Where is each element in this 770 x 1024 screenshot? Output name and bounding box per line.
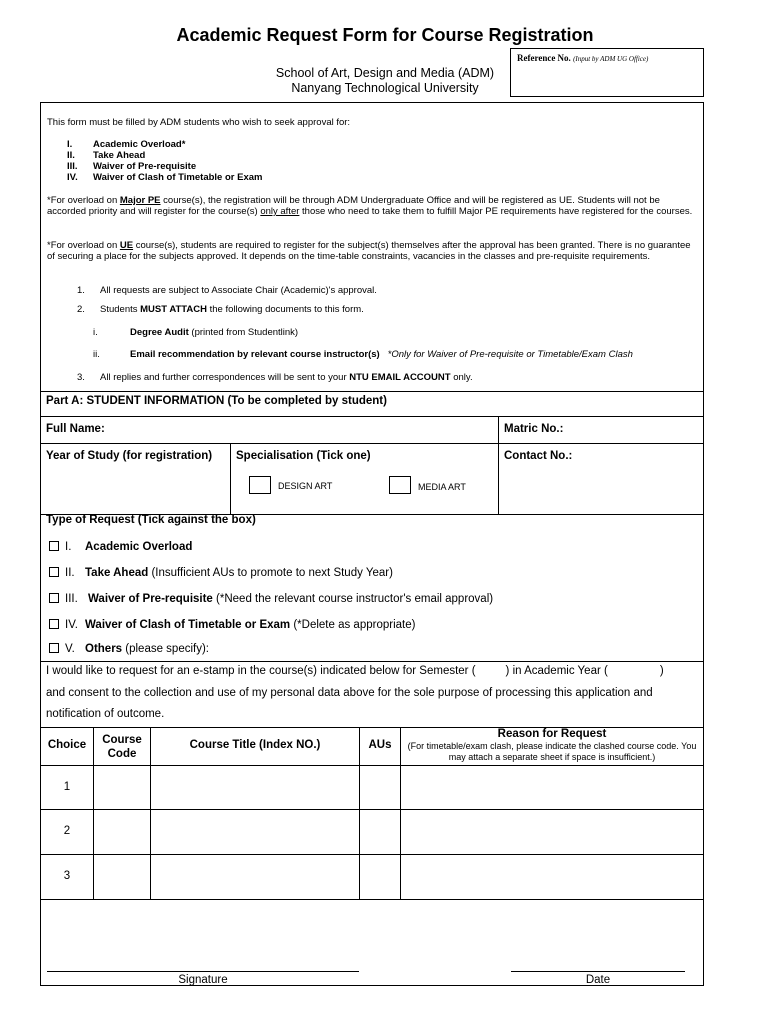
intro-text: This form must be filled by ADM students who wish to seek approval for: bbox=[47, 117, 351, 128]
request-option-prereq-waiver[interactable]: III. Waiver of Pre-requisite (*Need the relevant course instructor's email approval) bbox=[49, 593, 493, 605]
approval-item: I. Academic Overload* bbox=[67, 139, 186, 150]
form-title: Academic Request Form for Course Registration bbox=[176, 25, 594, 45]
approval-item: II. Take Ahead bbox=[67, 150, 146, 161]
form-frame bbox=[40, 102, 704, 986]
rule-2i: i. Degree Audit (printed from Studentlink) bbox=[93, 327, 299, 338]
col-choice: Choice bbox=[47, 739, 87, 751]
row-choice-number: 3 bbox=[63, 870, 71, 882]
note-major-pe: *For overload on Major PE course(s), the registration will be through ADM Undergraduate Office and will be registered as UE. Students will not be accorded priority and will register for the course(s) only after those who need to take them to fulfill Major PE requirements have registered for the courses. bbox=[47, 195, 693, 217]
col-course-title: Course Title (Index NO.) bbox=[189, 739, 321, 751]
matric-field[interactable] bbox=[499, 417, 702, 442]
design-art-label: DESIGN ART bbox=[278, 481, 333, 491]
approval-item: IV. Waiver of Clash of Timetable or Exam bbox=[67, 172, 263, 183]
col-course-code: Course Code bbox=[102, 734, 142, 760]
rule-2ii: ii. Email recommendation by relevant course instructor(s) *Only for Waiver of Pre-requisite or Timetable/Exam Clash bbox=[93, 349, 633, 360]
request-option-others[interactable]: V. Others (please specify): bbox=[49, 643, 209, 655]
checkbox[interactable] bbox=[49, 619, 59, 629]
date-line[interactable] bbox=[511, 971, 685, 972]
reference-label-text: Reference No. bbox=[517, 53, 571, 63]
checkbox[interactable] bbox=[49, 541, 59, 551]
media-art-label: MEDIA ART bbox=[418, 482, 466, 492]
checkbox[interactable] bbox=[49, 567, 59, 577]
row-choice-number: 1 bbox=[63, 781, 71, 793]
contact-label: Contact No.: bbox=[504, 450, 573, 462]
part-a-heading: Part A: STUDENT INFORMATION (To be completed by student) bbox=[46, 395, 387, 407]
signature-label: Signature bbox=[178, 974, 228, 986]
request-type-heading: Type of Request (Tick against the box) bbox=[46, 514, 256, 526]
col-reason-note: (For timetable/exam clash, please indicate the clashed course code. You may attach a separate sheet if space is insufficient.) bbox=[407, 741, 697, 762]
estamp-line-1: I would like to request for an e-stamp in the course(s) indicated below for Semester ( ) in Academic Year ( ) bbox=[46, 665, 664, 677]
year-of-study-label: Year of Study (for registration) bbox=[46, 450, 213, 462]
year-of-study-field[interactable] bbox=[42, 468, 228, 513]
col-aus: AUs bbox=[368, 739, 392, 751]
rule-3: 3. All replies and further correspondences will be sent to your NTU EMAIL ACCOUNT only. bbox=[77, 372, 473, 383]
media-art-checkbox[interactable] bbox=[389, 476, 411, 494]
school-block bbox=[230, 66, 540, 96]
matric-label: Matric No.: bbox=[504, 423, 564, 435]
full-name-field[interactable] bbox=[42, 417, 498, 442]
date-label: Date bbox=[585, 974, 611, 986]
reference-label bbox=[517, 53, 648, 63]
rule-1: 1. All requests are subject to Associate Chair (Academic)'s approval. bbox=[77, 285, 377, 296]
rule-2: 2. Students MUST ATTACH the following documents to this form. bbox=[77, 304, 364, 315]
estamp-line-3: notification of outcome. bbox=[46, 708, 165, 720]
note-ue: *For overload on UE course(s), students are required to register for the subject(s) themselves after the approval has been granted. There is no guarantee of securing a place for the subjects approved. It depends on the time-table constraints, vacancies in the classes and pre-requisite requirements. bbox=[47, 240, 691, 262]
design-art-checkbox[interactable] bbox=[249, 476, 271, 494]
full-name-label: Full Name: bbox=[46, 423, 105, 435]
approval-list bbox=[67, 139, 262, 183]
col-reason: Reason for Request bbox=[497, 728, 607, 740]
university-name: Nanyang Technological University bbox=[291, 81, 479, 95]
checkbox[interactable] bbox=[49, 593, 59, 603]
reference-note: (Input by ADM UG Office) bbox=[573, 55, 649, 63]
specialisation-label: Specialisation (Tick one) bbox=[236, 450, 371, 462]
school-name: School of Art, Design and Media (ADM) bbox=[275, 66, 495, 80]
checkbox[interactable] bbox=[49, 643, 59, 653]
approval-item: III. Waiver of Pre-requisite bbox=[67, 161, 197, 172]
contact-field[interactable] bbox=[499, 468, 702, 513]
signature-line[interactable] bbox=[47, 971, 359, 972]
request-option-take-ahead[interactable]: II. Take Ahead (Insufficient AUs to promote to next Study Year) bbox=[49, 567, 393, 579]
estamp-line-2: and consent to the collection and use of my personal data above for the sole purpose of processing this application and bbox=[46, 687, 653, 699]
request-option-clash-waiver[interactable]: IV. Waiver of Clash of Timetable or Exam (*Delete as appropriate) bbox=[49, 619, 415, 631]
row-choice-number: 2 bbox=[63, 825, 71, 837]
request-option-overload[interactable]: I. Academic Overload bbox=[49, 541, 192, 553]
